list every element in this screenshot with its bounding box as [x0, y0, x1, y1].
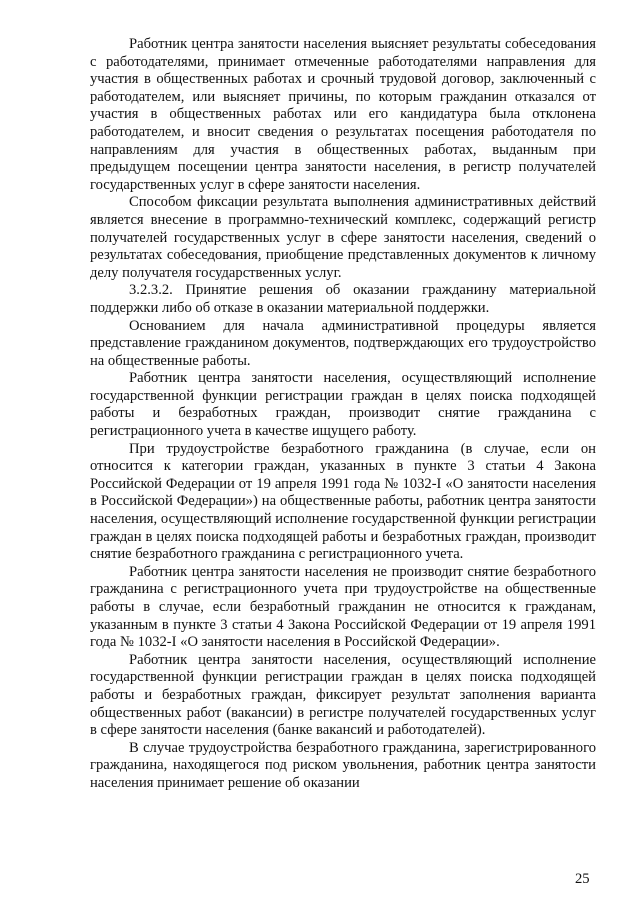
paragraph: 3.2.3.2. Принятие решения об оказании гражданину материальной поддержки либо об отказе в оказании материальной поддержки.: [90, 282, 596, 316]
paragraph: Работник центра занятости населения, осуществляющий исполнение государственной функции регистрации граждан в целях поиска подходящей работы и безработных граждан, производит снятие гражданина с регистрационного учета в качестве ищущего работу.: [90, 370, 596, 440]
paragraph: Способом фиксации результата выполнения административных действий является внесение в программно-технический комплекс, содержащий регистр получателей государственных услуг в сфере занятости населения, сведений о результатах собеседования, приобщение представленных документов к личному делу получателя государственных услуг.: [90, 194, 596, 281]
paragraph: При трудоустройстве безработного гражданина (в случае, если он относится к категории граждан, указанных в пункте 3 статьи 4 Закона Российской Федерации от 19 апреля 1991 года № 1032-I «О занятости населения в Российской Федерации») на общественные работы, работник центра занятости населения, осуществляющий исполнение государственной функции регистрации граждан в целях поиска подходящей работы и безработных граждан, производит снятие безработного гражданина с регистрационного учета.: [90, 440, 596, 563]
paragraph: В случае трудоустройства безработного гражданина, зарегистрированного гражданина, находящегося под риском увольнения, работник центра занятости населения принимает решение об оказании: [90, 739, 596, 791]
page-number: 25: [575, 871, 590, 887]
paragraph: Основанием для начала административной процедуры является представление гражданином документов, подтверждающих его трудоустройство на общественные работы.: [90, 317, 596, 369]
paragraph: Работник центра занятости населения не производит снятие безработного гражданина с регистрационного учета при трудоустройстве на общественные работы в случае, если безработный гражданин не относится к гражданам, указанным в пункте 3 статьи 4 Закона Российской Федерации от 19 апреля 1991 года № 1032-I «О занятости населения в Российской Федерации».: [90, 563, 596, 651]
document-body: [90, 36, 596, 793]
paragraph: Работник центра занятости населения выясняет результаты собеседования с работодателями, принимает отмеченные работодателями направления для участия в общественных работах и срочный трудовой договор, заключенный с работодателем, или выясняет причины, по которым гражданин отказался от участия в общественных работах или его кандидатура была отклонена работодателем, и вносит сведения о результатах посещения работодателя по направлениям для участия в общественных работах, выданным при предыдущем посещении центра занятости населения, в регистр получателей государственных услуг в сфере занятости населения.: [90, 36, 596, 193]
paragraph: Работник центра занятости населения, осуществляющий исполнение государственной функции регистрации граждан в целях поиска подходящей работы и безработных граждан, фиксирует результат заполнения варианта общественных работ (вакансии) в регистре получателей государственных услуг в сфере занятости населения (банке вакансий и работодателей).: [90, 651, 596, 739]
